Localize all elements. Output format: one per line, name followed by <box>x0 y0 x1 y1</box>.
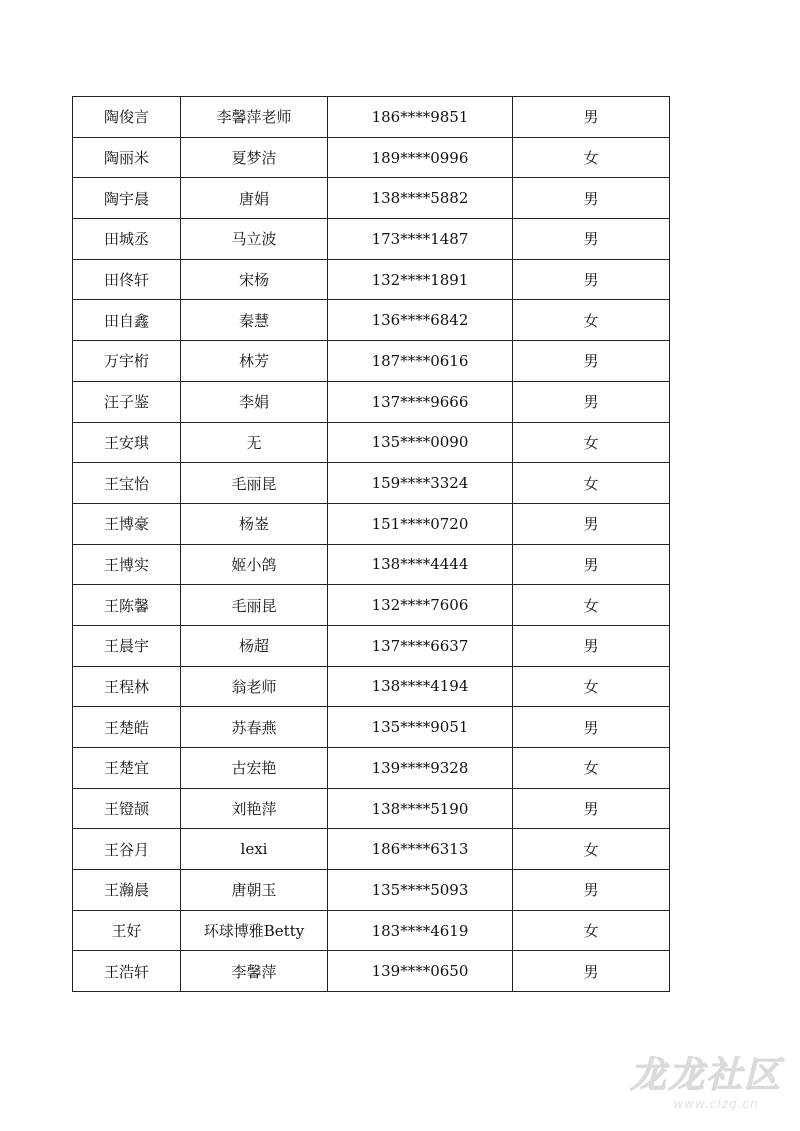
phone-cell: 135****0090 <box>328 422 513 463</box>
table-row <box>73 666 670 707</box>
gender-cell: 女 <box>513 422 670 463</box>
contact-name-cell: 杨崟 <box>181 503 328 544</box>
contact-name-cell: 李馨萍老师 <box>181 97 328 138</box>
phone-cell: 132****1891 <box>328 259 513 300</box>
contact-name-cell: 李馨萍 <box>181 951 328 992</box>
student-name-cell: 王浩轩 <box>73 951 181 992</box>
contact-name-cell: 马立波 <box>181 219 328 260</box>
student-name-cell: 田城丞 <box>73 219 181 260</box>
gender-cell: 女 <box>513 829 670 870</box>
contact-name-cell: 无 <box>181 422 328 463</box>
gender-cell: 男 <box>513 951 670 992</box>
table-row <box>73 381 670 422</box>
gender-cell: 男 <box>513 341 670 382</box>
table-row <box>73 137 670 178</box>
student-name-cell: 王陈馨 <box>73 585 181 626</box>
table-row <box>73 503 670 544</box>
student-name-cell: 王谷月 <box>73 829 181 870</box>
contact-name-cell: 毛丽昆 <box>181 585 328 626</box>
student-name-cell: 王程林 <box>73 666 181 707</box>
contact-name-cell: 姬小鸽 <box>181 544 328 585</box>
gender-cell: 女 <box>513 748 670 789</box>
gender-cell: 女 <box>513 585 670 626</box>
table-row <box>73 544 670 585</box>
gender-cell: 男 <box>513 707 670 748</box>
contact-name-cell: 古宏艳 <box>181 748 328 789</box>
watermark-logo-text: 龙龙社区 <box>629 1054 782 1096</box>
student-name-cell: 陶丽米 <box>73 137 181 178</box>
table-row <box>73 300 670 341</box>
phone-cell: 137****6637 <box>328 625 513 666</box>
student-name-cell: 王瀚晨 <box>73 870 181 911</box>
contact-name-cell: 秦慧 <box>181 300 328 341</box>
phone-cell: 137****9666 <box>328 381 513 422</box>
table-row <box>73 422 670 463</box>
table-row <box>73 97 670 138</box>
student-name-cell: 王楚宜 <box>73 748 181 789</box>
phone-cell: 183****4619 <box>328 910 513 951</box>
phone-cell: 138****5190 <box>328 788 513 829</box>
gender-cell: 男 <box>513 503 670 544</box>
table-row <box>73 625 670 666</box>
gender-cell: 女 <box>513 666 670 707</box>
table-row <box>73 910 670 951</box>
contact-name-cell: 李娟 <box>181 381 328 422</box>
table-row <box>73 259 670 300</box>
gender-cell: 男 <box>513 625 670 666</box>
gender-cell: 男 <box>513 870 670 911</box>
table-row <box>73 463 670 504</box>
table-row <box>73 829 670 870</box>
student-name-cell: 王楚皓 <box>73 707 181 748</box>
roster-body <box>73 97 670 992</box>
gender-cell: 男 <box>513 788 670 829</box>
student-name-cell: 万宇桁 <box>73 341 181 382</box>
contact-name-cell: lexi <box>181 829 328 870</box>
student-name-cell: 王镫颉 <box>73 788 181 829</box>
gender-cell: 男 <box>513 381 670 422</box>
contact-name-cell: 刘艳萍 <box>181 788 328 829</box>
contact-name-cell: 翁老师 <box>181 666 328 707</box>
student-name-cell: 汪子鉴 <box>73 381 181 422</box>
phone-cell: 173****1487 <box>328 219 513 260</box>
phone-cell: 136****6842 <box>328 300 513 341</box>
student-name-cell: 王晨宇 <box>73 625 181 666</box>
gender-cell: 男 <box>513 219 670 260</box>
watermark-url: www.clzg.cn <box>673 1097 759 1111</box>
table-row <box>73 707 670 748</box>
student-name-cell: 陶俊言 <box>73 97 181 138</box>
phone-cell: 186****6313 <box>328 829 513 870</box>
phone-cell: 186****9851 <box>328 97 513 138</box>
student-name-cell: 王安琪 <box>73 422 181 463</box>
gender-cell: 女 <box>513 137 670 178</box>
contact-name-cell: 宋杨 <box>181 259 328 300</box>
table-row <box>73 341 670 382</box>
gender-cell: 男 <box>513 544 670 585</box>
student-name-cell: 田自鑫 <box>73 300 181 341</box>
contact-name-cell: 夏梦洁 <box>181 137 328 178</box>
phone-cell: 139****9328 <box>328 748 513 789</box>
contact-name-cell: 唐朝玉 <box>181 870 328 911</box>
student-name-cell: 王宝怡 <box>73 463 181 504</box>
phone-cell: 189****0996 <box>328 137 513 178</box>
contact-name-cell: 杨超 <box>181 625 328 666</box>
gender-cell: 女 <box>513 300 670 341</box>
phone-cell: 138****4444 <box>328 544 513 585</box>
gender-cell: 女 <box>513 910 670 951</box>
student-name-cell: 田佟轩 <box>73 259 181 300</box>
contact-name-cell: 唐娟 <box>181 178 328 219</box>
roster-table <box>72 96 670 992</box>
phone-cell: 187****0616 <box>328 341 513 382</box>
phone-cell: 135****9051 <box>328 707 513 748</box>
table-row <box>73 870 670 911</box>
student-name-cell: 王博豪 <box>73 503 181 544</box>
student-name-cell: 陶宇晨 <box>73 178 181 219</box>
table-row <box>73 219 670 260</box>
phone-cell: 135****5093 <box>328 870 513 911</box>
contact-name-cell: 林芳 <box>181 341 328 382</box>
student-name-cell: 王好 <box>73 910 181 951</box>
table-row <box>73 585 670 626</box>
phone-cell: 138****5882 <box>328 178 513 219</box>
phone-cell: 139****0650 <box>328 951 513 992</box>
gender-cell: 女 <box>513 463 670 504</box>
table-row <box>73 951 670 992</box>
student-name-cell: 王博实 <box>73 544 181 585</box>
gender-cell: 男 <box>513 97 670 138</box>
phone-cell: 159****3324 <box>328 463 513 504</box>
table-row <box>73 788 670 829</box>
phone-cell: 132****7606 <box>328 585 513 626</box>
site-watermark <box>626 1047 786 1117</box>
contact-name-cell: 环球博雅Betty <box>181 910 328 951</box>
phone-cell: 138****4194 <box>328 666 513 707</box>
gender-cell: 男 <box>513 178 670 219</box>
table-row <box>73 748 670 789</box>
contact-name-cell: 毛丽昆 <box>181 463 328 504</box>
phone-cell: 151****0720 <box>328 503 513 544</box>
table-row <box>73 178 670 219</box>
contact-name-cell: 苏春燕 <box>181 707 328 748</box>
gender-cell: 男 <box>513 259 670 300</box>
